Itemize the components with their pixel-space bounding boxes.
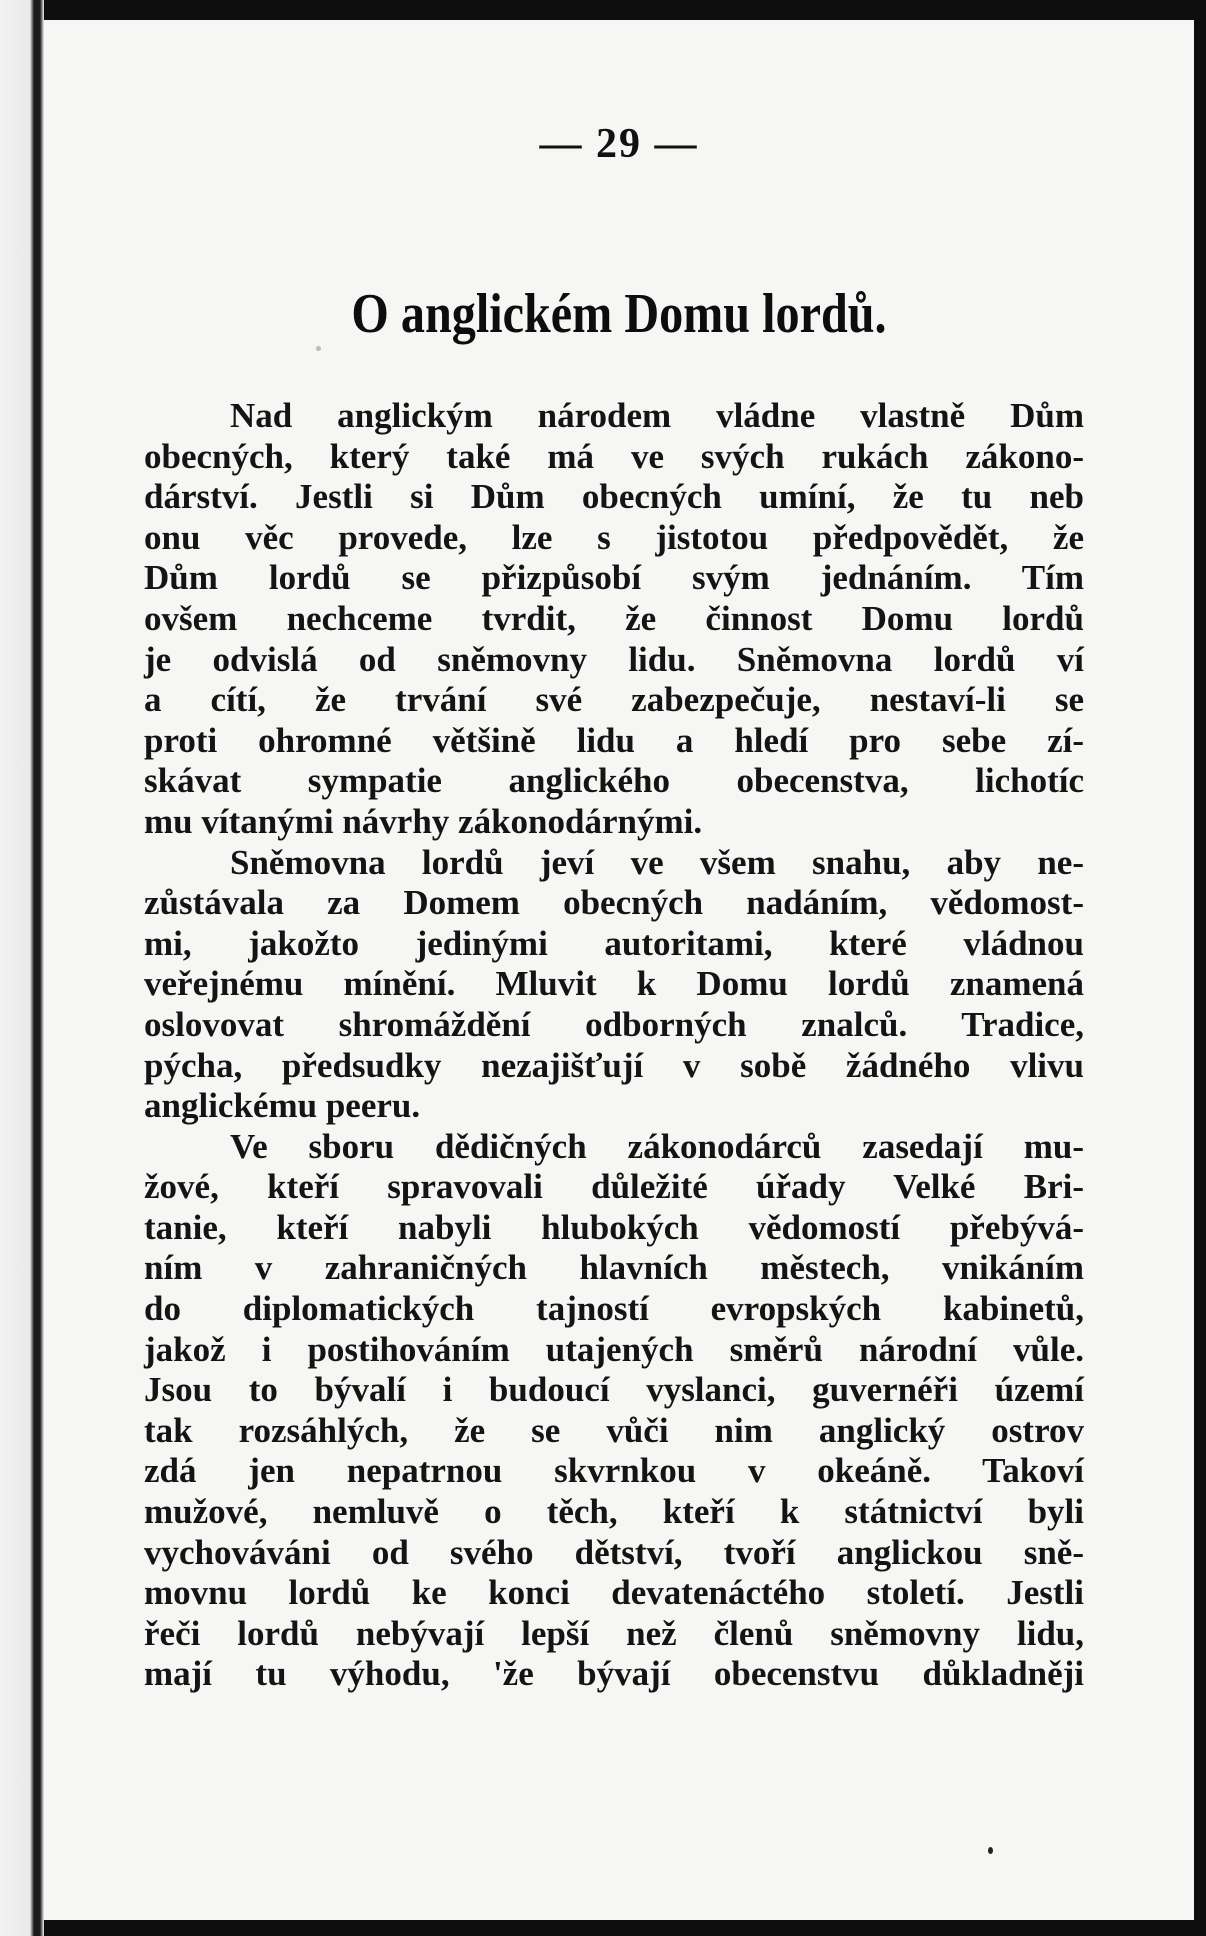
text-line: Sněmovna lordů jeví ve všem snahu, aby ne- — [230, 842, 1084, 882]
book-page — [44, 20, 1194, 1920]
text-line: anglickému peeru. — [144, 1086, 421, 1126]
text-line: mužové, nemluvě o těch, kteří k státnictví byli — [144, 1492, 1084, 1532]
text-line: Nad anglickým národem vládne vlastně Dům — [230, 396, 1084, 435]
text-line: a cítí, že trvání své zabezpečuje, nestaví-li se — [144, 680, 1084, 720]
chapter-title: O anglickém Domu lordů. — [351, 283, 887, 345]
text-line: jakož i postihováním utajených směrů národní vůle. — [144, 1329, 1084, 1369]
text-line: Jsou to bývalí i budoucí vyslanci, guvernéři území — [144, 1370, 1084, 1410]
text-line: veřejnému mínění. Mluvit k Domu lordů znamená — [144, 964, 1084, 1004]
body-text — [144, 396, 1084, 1695]
text-line: mu vítanými návrhy zákonodárnými. — [144, 801, 703, 841]
text-line: skávat sympatie anglického obecenstva, lichotíc — [144, 761, 1084, 801]
text-line: movnu lordů ke konci devatenáctého století. Jestli — [144, 1573, 1084, 1613]
text-line: ním v zahraničných hlavních městech, vnikáním — [144, 1248, 1084, 1288]
text-line: vychováváni od svého dětství, tvoří anglickou sně- — [144, 1532, 1084, 1572]
text-line: zůstávala za Domem obecných nadáním, vědomost- — [144, 883, 1084, 923]
text-line: Ve sboru dědičných zákonodárců zasedají mu- — [230, 1126, 1084, 1166]
text-line: žové, kteří spravovali důležité úřady Velké Bri- — [144, 1167, 1084, 1207]
text-line: proti ohromné většině lidu a hledí pro sebe zí- — [144, 720, 1084, 760]
page-gutter — [0, 0, 44, 1936]
text-line: mají tu výhodu, 'že bývají obecenstvu důkladněji — [144, 1654, 1084, 1694]
text-line: onu věc provede, lze s jistotou předpovědět, že — [144, 517, 1084, 557]
text-line: obecných, který také má ve svých rukách zákono- — [144, 436, 1084, 476]
page-number: — 29 — — [539, 121, 699, 167]
text-line: tanie, kteří nabyli hlubokých vědomostí přebývá- — [144, 1207, 1084, 1247]
text-line: tak rozsáhlých, že se vůči nim anglický ostrov — [144, 1410, 1084, 1450]
text-line: dárství. Jestli si Dům obecných umíní, že tu neb — [144, 477, 1084, 517]
text-line: řeči lordů nebývají lepší než členů sněmovny lidu, — [144, 1613, 1084, 1653]
text-line: pýcha, předsudky nezajišťují v sobě žádného vlivu — [144, 1045, 1084, 1085]
text-line: mi, jakožto jedinými autoritami, které vládnou — [144, 923, 1084, 963]
text-line: do diplomatických tajností evropských kabinetů, — [144, 1289, 1084, 1329]
ink-speck — [316, 346, 321, 351]
text-line: oslovovat shromáždění odborných znalců. Tradice, — [144, 1004, 1084, 1044]
text-line: zdá jen nepatrnou skvrnkou v okeáně. Takoví — [144, 1451, 1084, 1491]
text-line: Dům lordů se přizpůsobí svým jednáním. Tím — [144, 558, 1084, 598]
ink-speck — [988, 1847, 993, 1854]
text-line: je odvislá od sněmovny lidu. Sněmovna lordů ví — [144, 639, 1084, 679]
text-line: ovšem nechceme tvrdit, že činnost Domu lordů — [144, 598, 1084, 638]
